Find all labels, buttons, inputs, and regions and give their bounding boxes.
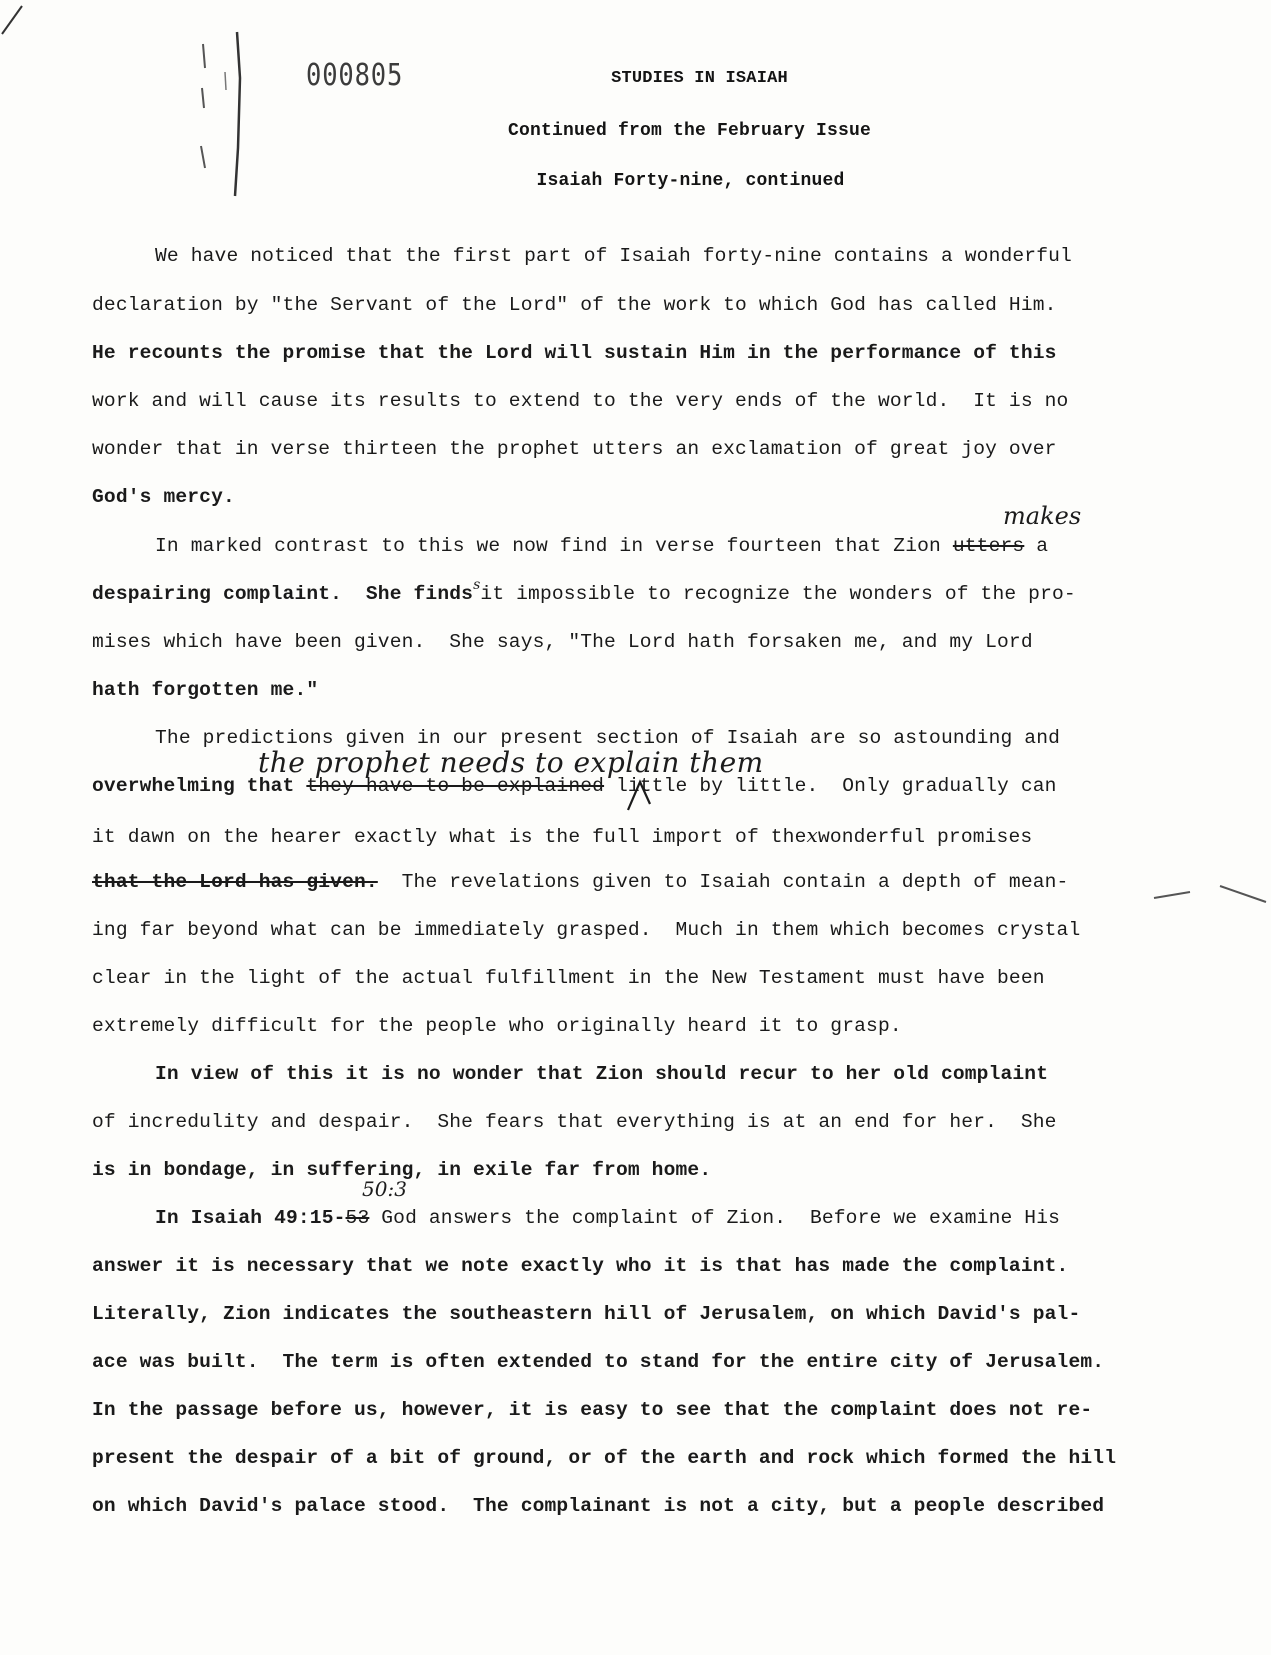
text-span: overwhelming that xyxy=(92,775,307,797)
text-line xyxy=(92,577,1076,605)
page-title: STUDIES IN ISAIAH xyxy=(611,69,788,88)
text-span: The revelations given to Isaiah contain a depth of mean- xyxy=(377,871,1069,893)
text-line: present the despair of a bit of ground, or of the earth and rock which formed the hill xyxy=(92,1447,1117,1469)
scan-artifact-margin xyxy=(1150,878,1270,918)
text-line: hath forgotten me." xyxy=(92,679,319,701)
text-line: work and will cause its results to extend to the very ends of the world. It is no xyxy=(92,390,1069,412)
struck-phrase: they have to be explained xyxy=(306,775,605,797)
text-span: despairing complaint. She finds xyxy=(92,583,474,605)
text-line: on which David's palace stood. The complainant is not a city, but a people described xyxy=(92,1495,1105,1517)
text-line: ace was built. The term is often extended to stand for the entire city of Jerusalem. xyxy=(92,1351,1105,1373)
section-heading: Isaiah Forty-nine, continued xyxy=(536,171,845,191)
text-line: ing far beyond what can be immediately grasped. Much in them which becomes crystal xyxy=(92,919,1081,941)
handwritten-x-mark: x xyxy=(806,823,818,847)
document-number: 000805 xyxy=(306,58,404,93)
text-line xyxy=(92,775,1057,797)
text-line: of incredulity and despair. She fears that everything is at an end for her. She xyxy=(92,1111,1057,1133)
handwritten-s-insert: s xyxy=(473,577,481,593)
text-line: is in bondage, in suffering, in exile far from home. xyxy=(92,1159,712,1181)
text-line: We have noticed that the first part of Isaiah forty-nine contains a wonderful xyxy=(155,245,1072,267)
struck-phrase: that the Lord has given. xyxy=(92,871,378,893)
text-line: He recounts the promise that the Lord will sustain Him in the performance of this xyxy=(92,342,1057,364)
text-span: little by little. Only gradually can xyxy=(604,775,1057,797)
handwritten-verse-ref: 50:3 xyxy=(362,1177,407,1201)
caret-insertion-mark xyxy=(624,776,654,816)
scan-artifact-corner xyxy=(0,0,40,40)
text-span: it impossible to recognize the wonders of the pro- xyxy=(480,583,1076,605)
handwritten-correction-makes: makes xyxy=(1003,502,1082,530)
text-span: In marked contrast to this we now find in verse fourteen that Zion xyxy=(155,535,953,557)
text-span: a xyxy=(1024,535,1049,557)
text-line: God's mercy. xyxy=(92,486,235,508)
text-line: declaration by "the Servant of the Lord" of the work to which God has called Him. xyxy=(92,294,1057,316)
text-line: Literally, Zion indicates the southeastern hill of Jerusalem, on which David's pal- xyxy=(92,1303,1081,1325)
text-span: In Isaiah 49:15- xyxy=(155,1207,346,1229)
text-line: wonder that in verse thirteen the prophet utters an exclamation of great joy over xyxy=(92,438,1057,460)
text-line: answer it is necessary that we note exactly who it is that has made the complaint. xyxy=(92,1255,1069,1277)
text-line: mises which have been given. She says, "The Lord hath forsaken me, and my Lord xyxy=(92,631,1033,653)
struck-number: 53 xyxy=(345,1207,370,1229)
text-line: In view of this it is no wonder that Zion should recur to her old complaint xyxy=(155,1063,1049,1085)
text-line: clear in the light of the actual fulfillment in the New Testament must have been xyxy=(92,967,1045,989)
text-line xyxy=(155,1207,1060,1229)
page-subtitle: Continued from the February Issue xyxy=(507,121,872,141)
text-span: it dawn on the hearer exactly what is the full import of the xyxy=(92,826,807,848)
text-line xyxy=(92,823,1032,848)
text-line: The predictions given in our present section of Isaiah are so astounding and xyxy=(155,727,1061,749)
handwritten-insertion: the prophet needs to explain them xyxy=(258,746,764,779)
text-line xyxy=(92,871,1068,893)
text-line: extremely difficult for the people who originally heard it to grasp. xyxy=(92,1015,902,1037)
struck-word: utters xyxy=(952,535,1025,557)
text-span: wonderful promises xyxy=(817,826,1033,848)
text-line xyxy=(155,535,1048,557)
text-span: God answers the complaint of Zion. Before we examine His xyxy=(369,1207,1061,1229)
text-line: In the passage before us, however, it is easy to see that the complaint does not re- xyxy=(92,1399,1093,1421)
